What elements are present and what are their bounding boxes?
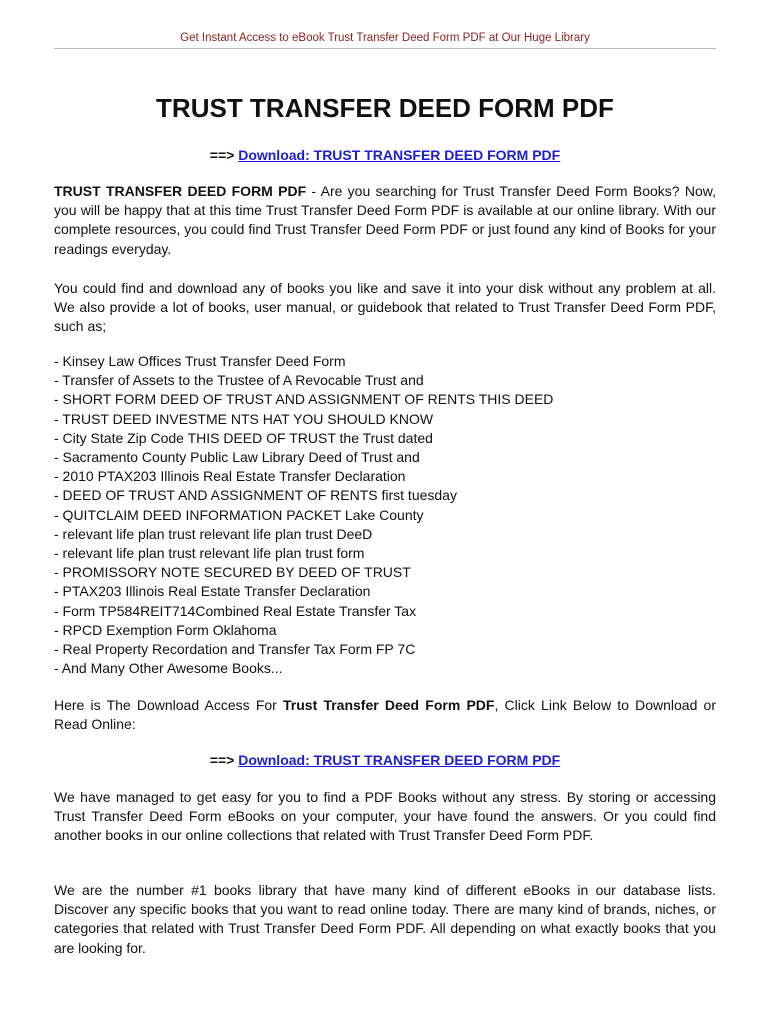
access-text-after: , Click Link Below to Download or Read Online: xyxy=(54,697,716,733)
find-paragraph: You could find and download any of books you like and save it into your disk without any problem at all. We also provide a lot of books, user manual, or guidebook that related to Trust Transfer Deed Form PDF, such as; xyxy=(54,280,716,335)
list-item: - RPCD Exemption Form Oklahoma xyxy=(54,621,277,638)
list-item: - 2010 PTAX203 Illinois Real Estate Transfer Declaration xyxy=(54,468,406,485)
list-item: - DEED OF TRUST AND ASSIGNMENT OF RENTS first tuesday xyxy=(54,487,457,504)
managed-paragraph: We have managed to get easy for you to find a PDF Books without any stress. By storing or accessing Trust Transfer Deed Form eBooks on your computer, your have found the answers. Or you could find another books in our online collections that related with Trust Transfer Deed Form PDF. xyxy=(54,789,716,844)
list-item: - Sacramento County Public Law Library Deed of Trust and xyxy=(54,449,420,466)
header-divider xyxy=(54,48,716,49)
list-item: - relevant life plan trust relevant life plan trust DeeD xyxy=(54,525,373,542)
related-books-list xyxy=(54,352,716,678)
list-item: - Form TP584REIT714Combined Real Estate Transfer Tax xyxy=(54,602,417,619)
access-text-before: Here is The Download Access For xyxy=(54,697,284,713)
download-access-paragraph xyxy=(54,696,716,734)
number-one-paragraph: We are the number #1 books library that have many kind of different eBooks in our database lists. Discover any specific books that you want to read online today. There are many kind of brands, niches, or categories that related with Trust Transfer Deed Form PDF. All depending on what exactly books that you are looking for. xyxy=(54,882,716,956)
list-item: - Kinsey Law Offices Trust Transfer Deed Form xyxy=(54,353,346,369)
download-link-bottom[interactable]: Download: TRUST TRANSFER DEED FORM PDF xyxy=(238,752,561,768)
list-item: - relevant life plan trust relevant life plan trust form xyxy=(54,545,365,562)
intro-text: - Are you searching for Trust Transfer Deed Form Books? Now, you will be happy that at this time Trust Transfer Deed Form PDF is available at our online library. With our complete resources, you could find Trust Transfer Deed Form PDF or just found any kind of Books for your readings everyday. xyxy=(54,183,716,257)
list-item: - City State Zip Code THIS DEED OF TRUST the Trust dated xyxy=(54,429,433,446)
download-link-arrow: ==> xyxy=(209,752,239,768)
list-item: - TRUST DEED INVESTME NTS HAT YOU SHOULD KNOW xyxy=(54,410,434,427)
intro-paragraph xyxy=(54,182,716,259)
list-item: - PROMISSORY NOTE SECURED BY DEED OF TRUST xyxy=(54,564,411,581)
list-item: - PTAX203 Illinois Real Estate Transfer Declaration xyxy=(54,583,371,600)
list-item: - Transfer of Assets to the Trustee of A Revocable Trust and xyxy=(54,372,424,389)
header-banner: Get Instant Access to eBook Trust Transfer Deed Form PDF at Our Huge Library xyxy=(180,32,590,44)
list-item: - QUITCLAIM DEED INFORMATION PACKET Lake County xyxy=(54,506,424,523)
intro-lead: TRUST TRANSFER DEED FORM PDF xyxy=(54,183,307,199)
download-link-row-bottom xyxy=(54,751,716,770)
list-item: - Real Property Recordation and Transfer Tax Form FP 7C xyxy=(54,641,416,658)
list-item: - And Many Other Awesome Books... xyxy=(54,660,283,677)
document-title: TRUST TRANSFER DEED FORM PDF xyxy=(156,93,614,123)
download-link-top[interactable]: Download: TRUST TRANSFER DEED FORM PDF xyxy=(238,147,561,163)
download-link-row-top xyxy=(54,146,716,165)
list-item: - SHORT FORM DEED OF TRUST AND ASSIGNMENT OF RENTS THIS DEED xyxy=(54,391,554,408)
access-text-bold: Trust Transfer Deed Form PDF xyxy=(283,697,495,713)
download-link-arrow: ==> xyxy=(209,147,239,163)
